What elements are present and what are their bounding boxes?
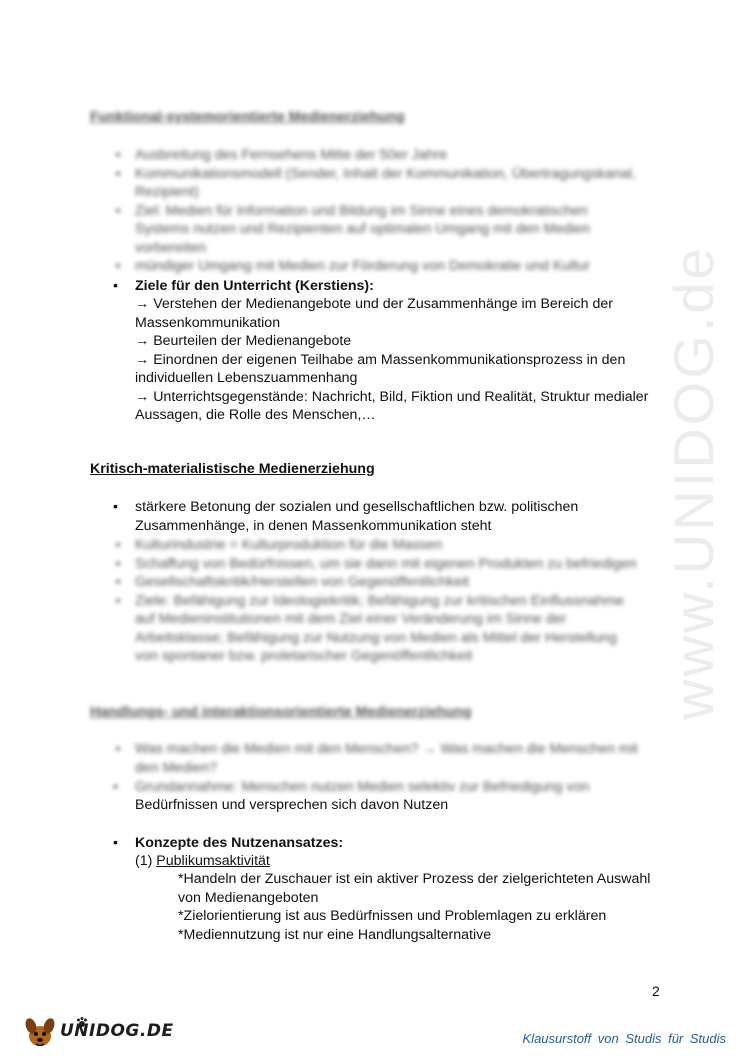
section3-bullet-list <box>0 740 640 777</box>
logo-text: UNIDOG.DE <box>60 1021 174 1041</box>
subsection-title <box>135 852 270 871</box>
goal-item: → Einordnen der eigenen Teilhabe am Massenkommunikationsprozess in den individuellen Lebenszuammenhang <box>135 351 626 386</box>
subsection-items <box>178 870 658 944</box>
footer-slogan: Klausurstoff von Studis für Studis <box>522 1031 726 1046</box>
page-number: 2 <box>652 983 660 999</box>
list-item: • Ziele: Befähigung zur Ideologiekritik; Befähigung zur kritischen Einflussnahme auf Medieninstitutionen mit dem Ziel einer Veränderung im Sinne der Arbeitsklasse; Befähigung zur Nutzung von Medien als Mittel der Herstellung von spontaner bzw. proletarischer Gegenöffentlichkeit <box>115 592 624 664</box>
goals-title: Ziele für den Unterricht (Kerstiens): <box>135 278 374 294</box>
list-item: • Ausbreitung des Fernsehens Mitte der 50er Jahre <box>115 147 448 163</box>
bullet-dot: • <box>113 278 118 294</box>
dog-mascot-icon <box>22 1014 62 1050</box>
list-item: • Kommunikationsmodell (Sender, Inhalt der Kommunikation, Übertragungskanal, Rezipient) <box>115 165 636 200</box>
list-item: • mündiger Umgang mit Medien zur Förderung von Demokratie und Kultur <box>115 258 591 274</box>
sub-item: *Zielorientierung ist aus Bedürfnissen und Problemlagen zu erklären <box>178 908 607 924</box>
list-item: • Kulturindustrie = Kulturproduktion für die Massen <box>115 537 443 553</box>
bullet-dot: • <box>113 499 118 515</box>
list-item: • Ziel: Medien für Information und Bildung im Sinne eines demokratischen Systems nutzen und Rezipienten auf optimalen Umgang mit den Medien vorbereiten <box>115 202 591 256</box>
concepts-title: Konzepte des Nutzenansatzes: <box>135 835 344 851</box>
list-item: • Was machen die Medien mit den Menschen? → Was machen die Menschen mit den Medien? <box>115 741 638 776</box>
goal-item: → Beurteilen der Medienangebote <box>135 333 352 349</box>
section2-heading: Kritisch-materialistische Medienerziehung <box>90 461 375 477</box>
unidog-logo <box>22 1014 174 1050</box>
section3-bullet2-clear: Bedürfnissen und versprechen sich davon Nutzen <box>135 797 449 813</box>
section2-bullet-list <box>0 536 640 666</box>
section3-heading: Handlungs- und interaktionsorientierte Medienerziehung <box>90 704 472 720</box>
goals-list <box>135 295 655 425</box>
subsection-label: Publikumsaktivität <box>156 853 270 869</box>
sub-item: *Mediennutzung ist nur eine Handlungsalternative <box>178 926 492 943</box>
section1-bullet-list <box>0 146 640 276</box>
section2-clear-bullet: stärkere Betonung der sozialen und gesellschaftlichen bzw. politischen Zusammenhänge, in denen Massenkommunikation steht <box>135 499 579 534</box>
section3-bullet2-blurred: Grundannahme: Menschen nutzen Medien selektiv zur Befriedigung von <box>135 779 590 795</box>
list-item: • Schaffung von Bedürfnissen, um sie dann mit eigenen Produkten zu befriedigen <box>115 555 637 572</box>
subsection-number: (1) <box>135 853 153 869</box>
bullet-dot: • <box>113 835 118 851</box>
sub-item: *Handeln der Zuschauer ist ein aktiver Prozess der zielgerichteten Auswahl von Medienangeboten <box>178 871 651 906</box>
section1-heading: Funktional-systemorientierte Medienerziehung <box>90 109 405 125</box>
watermark-text: www.UNIDOG.de <box>662 245 725 720</box>
goal-item: → Verstehen der Medienangebote und der Zusammenhänge im Bereich der Massenkommunikation <box>135 296 613 331</box>
bullet-dot: • <box>113 779 118 795</box>
list-item: • Gesellschaftskritik/Herstellen von Gegenöffentlichkeit <box>115 574 470 590</box>
goal-item: → Unterrichtsgegenstände: Nachricht, Bild, Fiktion und Realität, Struktur medialer Aussagen, die Rolle des Menschen,… <box>135 388 649 423</box>
